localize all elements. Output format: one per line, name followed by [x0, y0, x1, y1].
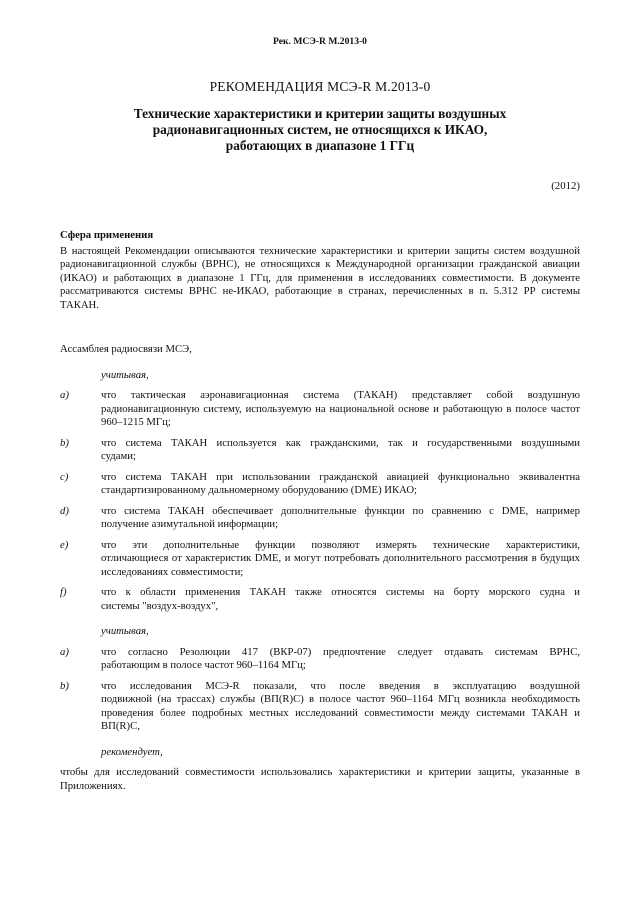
- item-text-first-line: что система ТАКАН при использовании гражданской авиацией функционально эквивалентна: [101, 470, 580, 483]
- subtitle-line: работающих в диапазоне 1 ГГц: [225, 138, 415, 153]
- item-label: d): [60, 504, 69, 517]
- assembly-line: Ассамблея радиосвязи МСЭ,: [60, 343, 192, 355]
- item-text-rest: радионавигационную систему, используемую на национальной основе и работающую в полосе частот 960–1215 МГц;: [101, 402, 580, 428]
- recommends-text: чтобы для исследований совместимости использовались характеристики и критерии защиты, указанные в Приложениях.: [60, 766, 580, 792]
- item-text: [101, 437, 580, 464]
- approval-year: (2012): [551, 180, 580, 192]
- item-label: e): [60, 538, 69, 551]
- scope-text: В настоящей Рекомендации описываются технические характеристики и критерии защиты систем воздушной радионавигационной службы (ВРНС), не относящихся к Международной организации гражданской авиации (ИКАО) и работающих в диапазоне 1 ГГц, для применения в исследованиях совместимости. В документе рассматриваются системы ВРНС не-ИКАО, работающие в странах, перечисленных в п. 5.312 РР системы ТАКАН.: [60, 244, 580, 311]
- list-item: [60, 389, 580, 430]
- item-text-rest: отличающиеся от характеристик DME, и могут потребовать дополнительного рассмотрения в будущих исследованиях совместимости;: [101, 552, 580, 578]
- item-text-rest: судами;: [101, 450, 136, 462]
- item-text-rest: получение азимутальной информации;: [101, 518, 279, 530]
- item-text: [101, 505, 580, 532]
- item-text-rest: работающим в полосе частот 960–1164 МГц;: [101, 659, 306, 671]
- recommends-heading: рекомендует,: [101, 745, 163, 758]
- recommendation-title: РЕКОМЕНДАЦИЯ МСЭ-R M.2013-0: [209, 79, 431, 94]
- considering-list: [60, 389, 580, 613]
- running-header: Рек. МСЭ-R М.2013-0: [273, 36, 367, 47]
- document-body: [60, 229, 580, 793]
- noting-list: [60, 646, 580, 734]
- item-label: a): [60, 389, 69, 401]
- list-item: [60, 586, 580, 613]
- item-text: [101, 389, 580, 430]
- item-text-rest: системы "воздух-воздух",: [101, 599, 219, 612]
- list-item: [60, 471, 580, 498]
- item-label: c): [60, 470, 69, 483]
- item-label: b): [60, 679, 69, 692]
- item-label: a): [60, 645, 69, 658]
- item-text: [101, 586, 580, 613]
- subtitle-line: Технические характеристики и критерии защиты воздушных: [133, 106, 507, 121]
- item-text: [101, 471, 580, 498]
- list-item: [60, 539, 580, 580]
- item-text-first-line: что эти дополнительные функции позволяют измерять технические характеристики,: [101, 538, 580, 551]
- item-text-first-line: что к области применения ТАКАН также относятся системы на борту морского судна и: [101, 586, 580, 598]
- item-text-first-line: что исследования МСЭ-R показали, что после введения в эксплуатацию воздушной: [101, 679, 580, 692]
- list-item: [60, 680, 580, 734]
- item-text-rest: подвижной (на трассах) службы (ВП(R)С) в полосе частот 960–1164 МГц возникла необходимость проведения более подробных местных исследований совместимости между системами ТАКАН и ВП(R)С,: [101, 693, 580, 732]
- list-item: [60, 437, 580, 464]
- item-text: [101, 646, 580, 673]
- item-text: [101, 680, 580, 734]
- considering-heading: учитывая,: [101, 368, 149, 381]
- subtitle-line: радионавигационных систем, не относящихся к ИКАО,: [152, 122, 488, 137]
- item-text-first-line: что система ТАКАН обеспечивает дополнительные функции по сравнению с DME, например: [101, 504, 580, 517]
- item-label: b): [60, 436, 69, 449]
- list-item: [60, 646, 580, 673]
- item-text: [101, 539, 580, 580]
- item-label: f): [60, 586, 67, 598]
- noting-heading: учитывая,: [101, 625, 149, 637]
- item-text-rest: стандартизированному дальномерному оборудованию (DME) ИКАО;: [101, 484, 418, 496]
- list-item: [60, 505, 580, 532]
- recommendation-subtitle: [60, 106, 580, 154]
- item-text-first-line: что согласно Резолюции 417 (ВКР-07) предпочтение следует отдавать системам ВРНС,: [101, 645, 580, 658]
- item-text-first-line: что тактическая аэронавигационная система (ТАКАН) представляет собой воздушную: [101, 389, 580, 401]
- item-text-first-line: что система ТАКАН используется как гражданскими, так и государственными воздушными: [101, 436, 580, 449]
- scope-heading: Сфера применения: [60, 229, 154, 241]
